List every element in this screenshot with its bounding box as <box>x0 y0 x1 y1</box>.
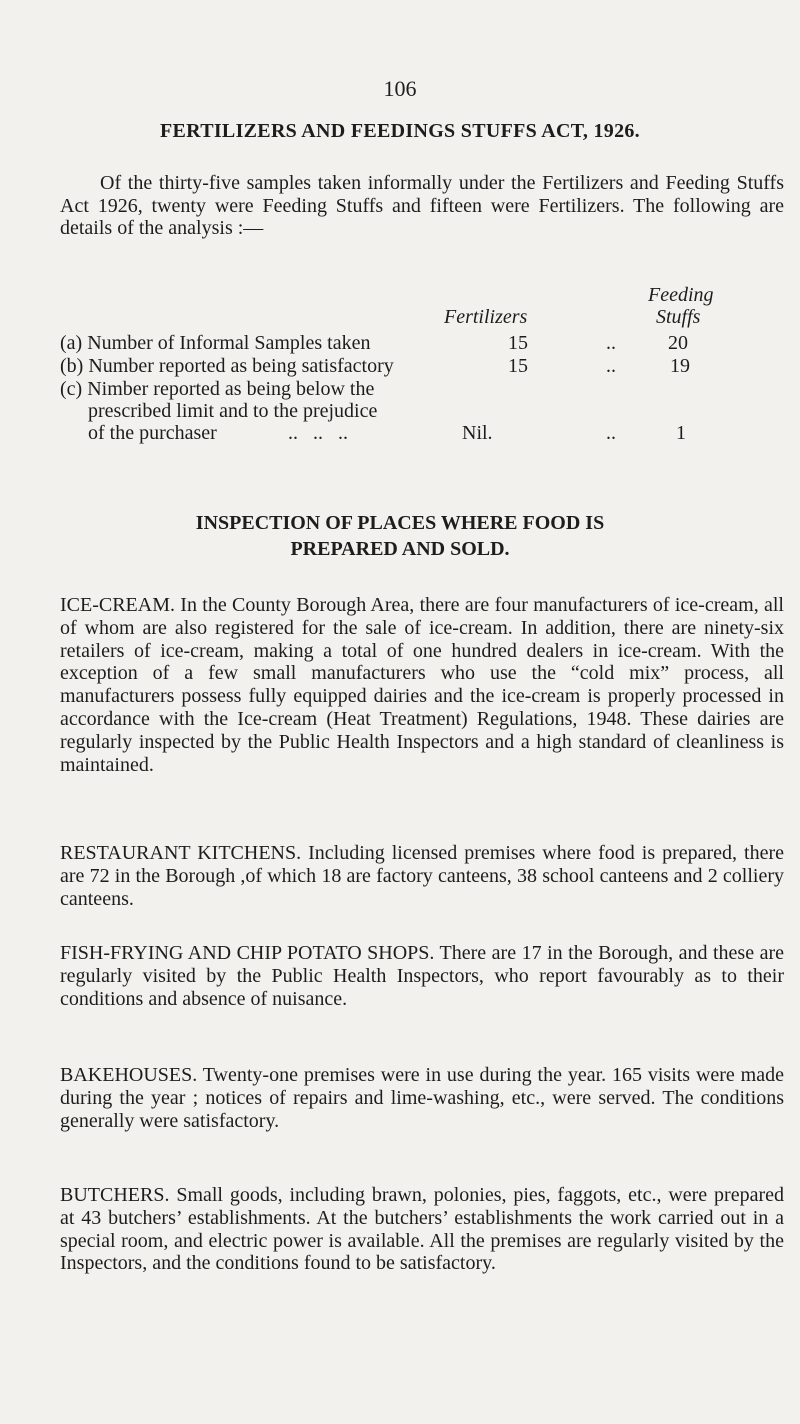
butchers-text: BUTCHERS. Small goods, including brawn, polonies, pies, faggots, etc., were prepared at 43 butchers’ establishments. At the butchers’ establishments the work carried out in a special room, and electric power is available. All the premises are regularly visited by the Inspectors, and the conditions found to be satisfactory. <box>60 1184 784 1275</box>
column-header-fertilizers: Fertilizers <box>444 306 528 328</box>
section-heading-line-2: PREPARED AND SOLD. <box>290 538 510 560</box>
feeding-stuffs-value: 1 <box>676 422 686 444</box>
column-header-stuffs: Stuffs <box>656 306 701 328</box>
restaurant-paragraph <box>60 842 784 910</box>
fertilizers-value: Nil. <box>462 422 493 444</box>
icecream-text: ICE-CREAM. In the County Borough Area, there are four manufacturers of ice-cream, all of whom are also registered for the sale of ice-cream. In addition, there are ninety-six retailers of ice-cream, making a total of one hundred dealers in ice-cream. With the exception of a few small manufacturers who use the “cold mix” process, all manufacturers possess fully equipped dairies and the ice-cream is properly processed in accordance with the Ice-cream (Heat Treatment) Regulations, 1948. These dairies are regularly inspected by the Public Health Inspectors and a high standard of cleanliness is maintained. <box>60 594 784 776</box>
row-label-line-1: (c) Nimber reported as being below the <box>60 378 375 400</box>
row-label: (b) Number reported as being satisfactory <box>60 355 394 377</box>
leader-dots: .. <box>606 332 616 354</box>
icecream-paragraph <box>60 594 784 776</box>
intro-text: Of the thirty-five samples taken informally under the Fertilizers and Feeding Stuffs Act 1926, twenty were Feeding Stuffs and fifteen were Fertilizers. The following are details of the analysis :— <box>60 172 784 239</box>
fish-text: FISH-FRYING AND CHIP POTATO SHOPS. There are 17 in the Borough, and these are regularly visited by the Public Health Inspectors, who report favourably as to their conditions and absence of nuisance. <box>60 942 784 1010</box>
bakehouses-paragraph <box>60 1064 784 1132</box>
feeding-stuffs-value: 19 <box>670 355 690 377</box>
column-header-feeding: Feeding <box>648 284 714 306</box>
page-number: 106 <box>383 76 417 101</box>
row-label-line-3: of the purchaser <box>88 422 217 444</box>
fertilizers-value: 15 <box>508 355 528 377</box>
leader-dots: .. <box>606 422 616 444</box>
leader-dots: .. .. .. <box>288 422 348 444</box>
intro-paragraph <box>60 172 784 240</box>
leader-dots: .. <box>606 355 616 377</box>
bakehouses-text: BAKEHOUSES. Twenty-one premises were in use during the year. 165 visits were made during the year ; notices of repairs and lime-washing, etc., were served. The conditions generally were satisfactory. <box>60 1064 784 1132</box>
restaurant-text: RESTAURANT KITCHENS. Including licensed premises where food is prepared, there are 72 in the Borough ,of which 18 are factory canteens, 38 school canteens and 2 colliery canteens. <box>60 842 784 910</box>
row-label-line-2: prescribed limit and to the prejudice <box>88 400 378 422</box>
row-label: (a) Number of Informal Samples taken <box>60 332 371 354</box>
fertilizers-value: 15 <box>508 332 528 354</box>
fish-paragraph <box>60 942 784 1010</box>
feeding-stuffs-value: 20 <box>668 332 688 354</box>
section-heading-line-1: INSPECTION OF PLACES WHERE FOOD IS <box>195 512 605 534</box>
butchers-paragraph <box>60 1184 784 1275</box>
section-title: FERTILIZERS AND FEEDINGS STUFFS ACT, 1926. <box>160 120 640 142</box>
